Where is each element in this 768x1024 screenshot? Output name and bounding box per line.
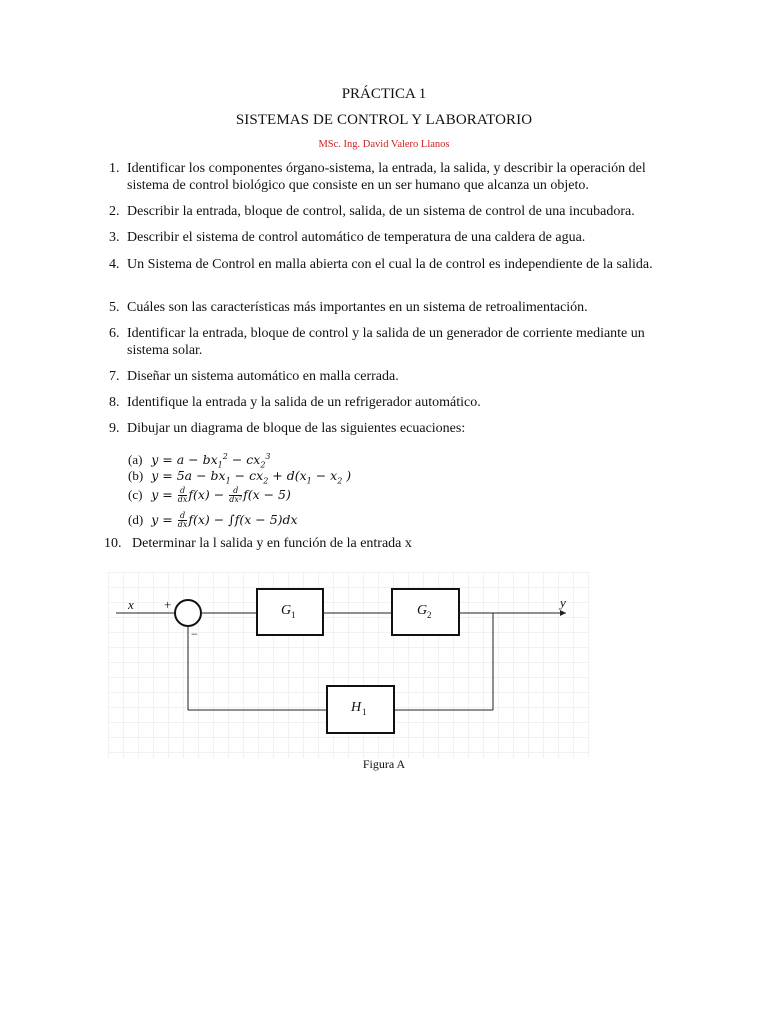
output-label: y	[560, 595, 566, 610]
question-9	[109, 420, 669, 437]
summing-junction	[175, 600, 201, 626]
question-10	[104, 535, 664, 552]
plus-sign: +	[164, 597, 172, 612]
equation-label: (c)	[128, 487, 143, 502]
equation-label: (d)	[128, 512, 144, 527]
question-4	[109, 256, 669, 273]
question-text: Dibujar un diagrama de bloque de las siguientes ecuaciones:	[127, 421, 466, 436]
question-7	[109, 368, 669, 385]
question-text: Describir el sistema de control automático de temperatura de una caldera de agua.	[127, 230, 586, 245]
h1-subscript: 1	[362, 707, 367, 717]
question-8	[109, 394, 669, 411]
question-number: 7.	[109, 369, 120, 384]
question-number: 4.	[109, 257, 120, 272]
question-number: 1.	[109, 161, 120, 176]
g1-subscript: 1	[291, 610, 296, 620]
question-number: 6.	[109, 326, 120, 341]
g2-label: G	[417, 603, 428, 618]
question-text: Diseñar un sistema automático en malla cerrada.	[127, 369, 399, 384]
figure-caption: Figura A	[362, 757, 406, 771]
equation-label: (a)	[128, 452, 143, 468]
g1-label: G	[281, 603, 292, 618]
author-name: MSc. Ing. David Valero Llanos	[318, 139, 450, 150]
course-title: SISTEMAS DE CONTROL Y LABORATORIO	[235, 112, 533, 128]
question-number: 5.	[109, 300, 120, 315]
question-1	[109, 160, 669, 194]
equation-d	[128, 511, 298, 529]
g2-subscript: 2	[427, 610, 432, 620]
input-label: x	[128, 597, 134, 612]
equation-formula: $y = a - bx_1^2 - cx_2^3$	[151, 452, 271, 470]
question-number: 2.	[109, 204, 120, 219]
question-text: Identificar la entrada, bloque de control y la salida de un generador de corriente mediante un sistema solar.	[127, 326, 645, 358]
page-title: PRÁCTICA 1	[341, 86, 427, 102]
equation-formula: $y = 5a - bx_1 - cx_2 + d(x_1 - x_2$ )	[151, 468, 352, 486]
question-2	[109, 203, 669, 220]
question-text: Identifique la entrada y la salida de un refrigerador automático.	[127, 395, 481, 410]
question-number: 9.	[109, 421, 120, 436]
question-text: Cuáles son las características más importantes en un sistema de retroalimentación.	[127, 300, 588, 315]
question-6	[109, 325, 669, 359]
question-text: Un Sistema de Control en malla abierta con el cual la de control es independiente de la salida.	[127, 257, 653, 272]
question-number: 10.	[104, 536, 122, 551]
h1-label: H	[351, 700, 362, 715]
question-text: Identificar los componentes órgano-sistema, la entrada, la salida, y describir la operación del sistema de control biológico que consiste en un ser humano que alcanza un objeto.	[127, 161, 646, 193]
equation-label: (b)	[128, 468, 144, 483]
question-text: Describir la entrada, bloque de control, salida, de un sistema de control de una incubadora.	[127, 204, 635, 219]
block-diagram	[108, 572, 589, 758]
question-5	[109, 299, 669, 316]
equation-formula: y = $\frac{d}{dx}$ f(x) − $\frac{d}{\text{dx²}}$ f(x − 5)	[151, 486, 291, 504]
question-3	[109, 229, 669, 246]
equation-formula: y = $\frac{d}{dx}$ f(x) − ∫f(x − 5)dx	[151, 511, 298, 529]
question-number: 8.	[109, 395, 120, 410]
question-number: 3.	[109, 230, 120, 245]
minus-sign: −	[191, 627, 198, 641]
question-text: Determinar la l salida y en función de la entrada x	[132, 536, 412, 551]
equation-c	[128, 486, 291, 504]
